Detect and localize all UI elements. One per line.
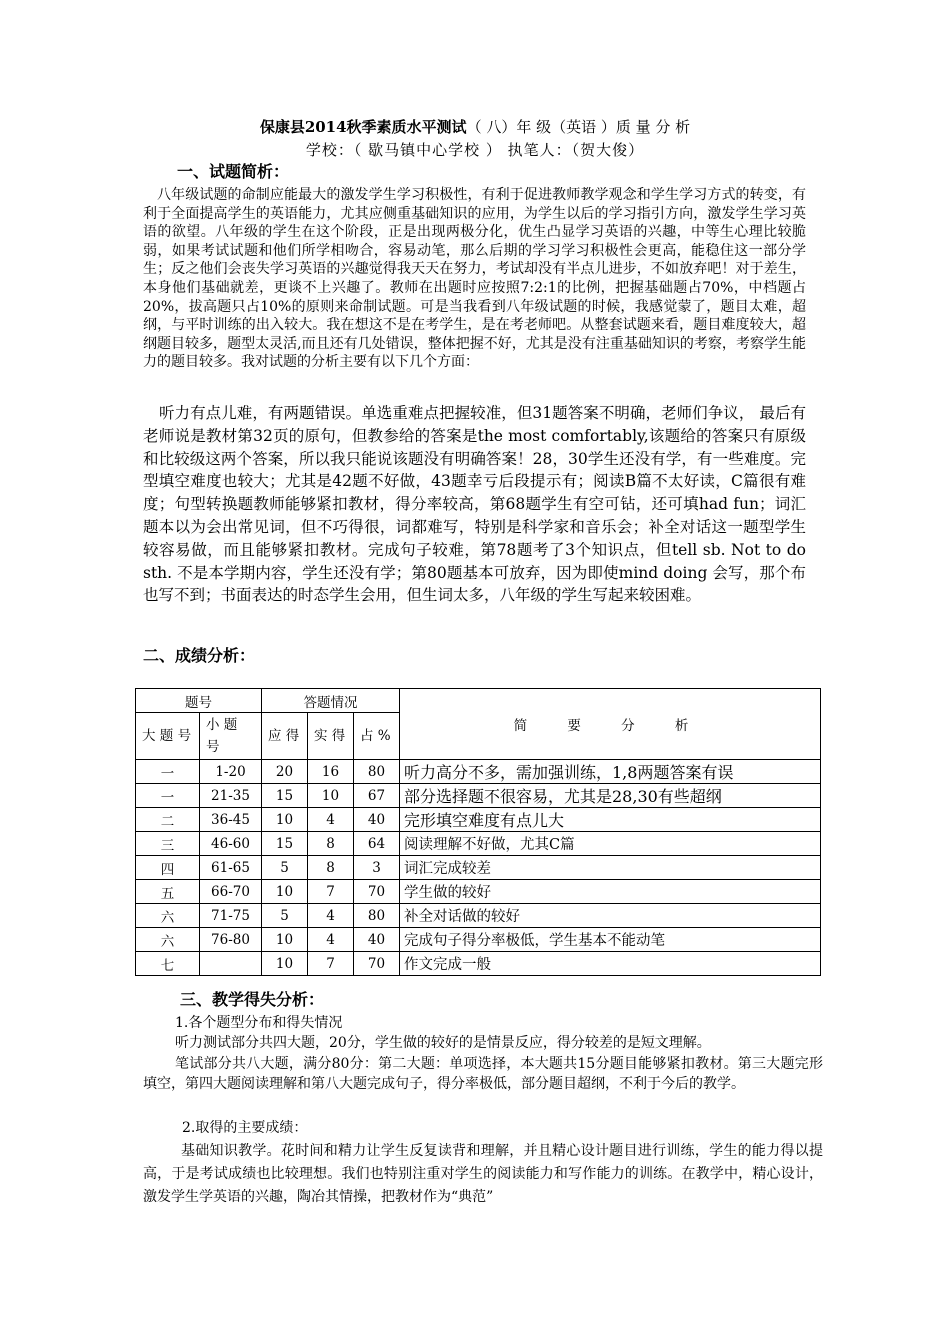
cell-note: 补全对话做的较好 [400,904,821,928]
cell-big: 一 [136,784,200,808]
cell-note: 听力高分不多，需加强训练，1,8两题答案有误 [400,760,821,784]
section2-heading: 二、成绩分析： [143,646,256,665]
score-table [135,688,821,976]
cell-expected: 15 [262,784,308,808]
cell-big: 七 [136,952,200,976]
cell-percent: 67 [354,784,400,808]
cell-note: 完成句子得分率极低，学生基本不能动笔 [400,928,821,952]
table-row [136,952,821,976]
table-row [136,928,821,952]
section1-paragraph2: 听力有点儿难，有两题错误。单选重难点把握较准，但31题答案不明确，老师们争议， 最后有老师说是教材第32页的原句，但教参给的答案是the most comfortably,该题给的答案只有原级和比较级这两个答案，所以我只能说该题没有明确答案！28，30学生还没有学，有一些难度。完型填空难度也较大；尤其是42题不好做，43题幸亏后段提示有；阅读B篇不太好读，C篇很有难度；句型转换题教师能够紧扣教材，得分率较高，第68题学生有空可钻，还可填had fun；词汇题本以为会出常见词，但不巧得很，词都难写，特别是科学家和音乐会；补全对话这一题型学生较容易做，而且能够紧扣教材。完成句子较难，第78题考了3个知识点，但tell sb. Not to do sth. 不是本学期内容，学生还没有学；第80题基本可放弃，因为即使mind doing 会写，那个布也写不到；书面表达的时态学生会用，但生词太多，八年级的学生写起来较困难。 [143,404,806,605]
cell-small [200,952,262,976]
cell-actual: 8 [308,832,354,856]
cell-percent: 80 [354,904,400,928]
cell-percent: 64 [354,832,400,856]
cell-expected: 10 [262,808,308,832]
cell-note: 部分选择题不很容易，尤其是28,30有些超纲 [400,784,821,808]
cell-percent: 3 [354,856,400,880]
cell-small: 61-65 [200,856,262,880]
header-actual: 实 得 [308,713,354,760]
cell-big: 二 [136,808,200,832]
cell-note: 作文完成一般 [400,952,821,976]
header-analysis: 简 要 分 析 [400,689,821,760]
cell-expected: 10 [262,880,308,904]
cell-percent: 70 [354,880,400,904]
header-percent: 占 % [354,713,400,760]
table-row [136,808,821,832]
cell-big: 六 [136,928,200,952]
header-big-question: 大 题 号 [136,713,200,760]
section1-heading: 一、试题简析： [177,162,290,181]
table-row [136,784,821,808]
cell-actual: 4 [308,904,354,928]
cell-small: 76-80 [200,928,262,952]
table-row [136,856,821,880]
cell-actual: 4 [308,928,354,952]
cell-big: 一 [136,760,200,784]
header-answer-status: 答题情况 [262,689,400,713]
cell-small: 71-75 [200,904,262,928]
cell-small: 46-60 [200,832,262,856]
cell-percent: 40 [354,928,400,952]
cell-note: 完形填空难度有点儿大 [400,808,821,832]
section3-item1-paragraph1: 听力测试部分共四大题，20分，学生做的较好的是情景反应，得分较差的是短文理解。 [175,1035,711,1051]
cell-expected: 15 [262,832,308,856]
cell-expected: 5 [262,856,308,880]
header-small-question: 小 题 号 [200,713,262,760]
section3-item1-title: 1.各个题型分布和得失情况 [175,1015,343,1031]
cell-actual: 10 [308,784,354,808]
table-group-header-row [136,689,821,713]
header-question-no: 题号 [136,689,262,713]
cell-actual: 7 [308,952,354,976]
cell-percent: 80 [354,760,400,784]
cell-big: 六 [136,904,200,928]
cell-expected: 20 [262,760,308,784]
cell-big: 五 [136,880,200,904]
cell-percent: 70 [354,952,400,976]
title-rest: （ 八）年 级（英语 ）质 量 分 析 [466,118,691,136]
cell-small: 21-35 [200,784,262,808]
cell-big: 四 [136,856,200,880]
table-row [136,832,821,856]
section3-item2-paragraph1: 基础知识教学。花时间和精力让学生反复读背和理解，并且精心设计题目进行训练，学生的能力得以提高，于是考试成绩也比较理想。我们也特别注重对学生的阅读能力和写作能力的训练。在教学中，精心设计，激发学生学英语的兴趣，陶冶其情操，把教材作为“典范” [143,1143,823,1205]
cell-small: 1-20 [200,760,262,784]
cell-big: 三 [136,832,200,856]
section3-heading: 三、教学得失分析： [180,990,325,1009]
cell-actual: 8 [308,856,354,880]
title-bold: 保康县2014秋季素质水平测试 [259,118,467,136]
table-row [136,904,821,928]
cell-note: 词汇完成较差 [400,856,821,880]
school-author-line: 学校：（ 歇马镇中心学校 ） 执笔人：（贺大俊） [305,141,645,159]
cell-expected: 5 [262,904,308,928]
section3-item2-title: 2.取得的主要成绩： [182,1120,308,1136]
cell-expected: 10 [262,952,308,976]
header-expected: 应 得 [262,713,308,760]
cell-small: 66-70 [200,880,262,904]
cell-actual: 7 [308,880,354,904]
cell-small: 36-45 [200,808,262,832]
table-row [136,760,821,784]
cell-note: 学生做的较好 [400,880,821,904]
cell-note: 阅读理解不好做，尤其C篇 [400,832,821,856]
cell-actual: 16 [308,760,354,784]
section3-item1-paragraph2: 笔试部分共八大题，满分80分：第二大题：单项选择，本大题共15分题目能够紧扣教材。第三大题完形填空，第四大题阅读理解和第八大题完成句子，得分率极低，部分题目超纲，不利于今后的教学。 [143,1056,823,1092]
cell-percent: 40 [354,808,400,832]
section1-paragraph1: 八年级试题的命制应能最大的激发学生学习积极性，有利于促进教师教学观念和学生学习方式的转变，有利于全面提高学生的英语能力，尤其应侧重基础知识的应用，为学生以后的学习指引方向，激发学生学习英语的欲望。八年级的学生在这个阶段，正是出现两极分化，优生凸显学习英语的兴趣，中等生心理比较脆弱，如果考试试题和他们所学相吻合，容易动笔，那么后期的学习学习积极性会更高，能稳住这一部分学生；反之他们会丧失学习英语的兴趣觉得我天天在努力，考试却没有半点儿进步，不如放弃吧！对于差生，本身他们基础就差，更谈不上兴趣了。教师在出题时应按照7:2:1的比例，把握基础题占70%，中档题占20%，拔高题只占10%的原则来命制试题。可是当我看到八年级试题的时候，我感觉蒙了，题目太难，超纲，与平时训练的出入较大。我在想这不是在考学生，是在考老师吧。从整套试题来看，题目难度较大，超纲题目较多，题型太灵活,而且还有几处错误，整体把握不好，尤其是没有注重基础知识的考察，考察学生能力的题目较多。我对试题的分析主要有以下几个方面： [143,187,806,371]
cell-actual: 4 [308,808,354,832]
table-row [136,880,821,904]
document-title [0,117,950,137]
cell-expected: 10 [262,928,308,952]
